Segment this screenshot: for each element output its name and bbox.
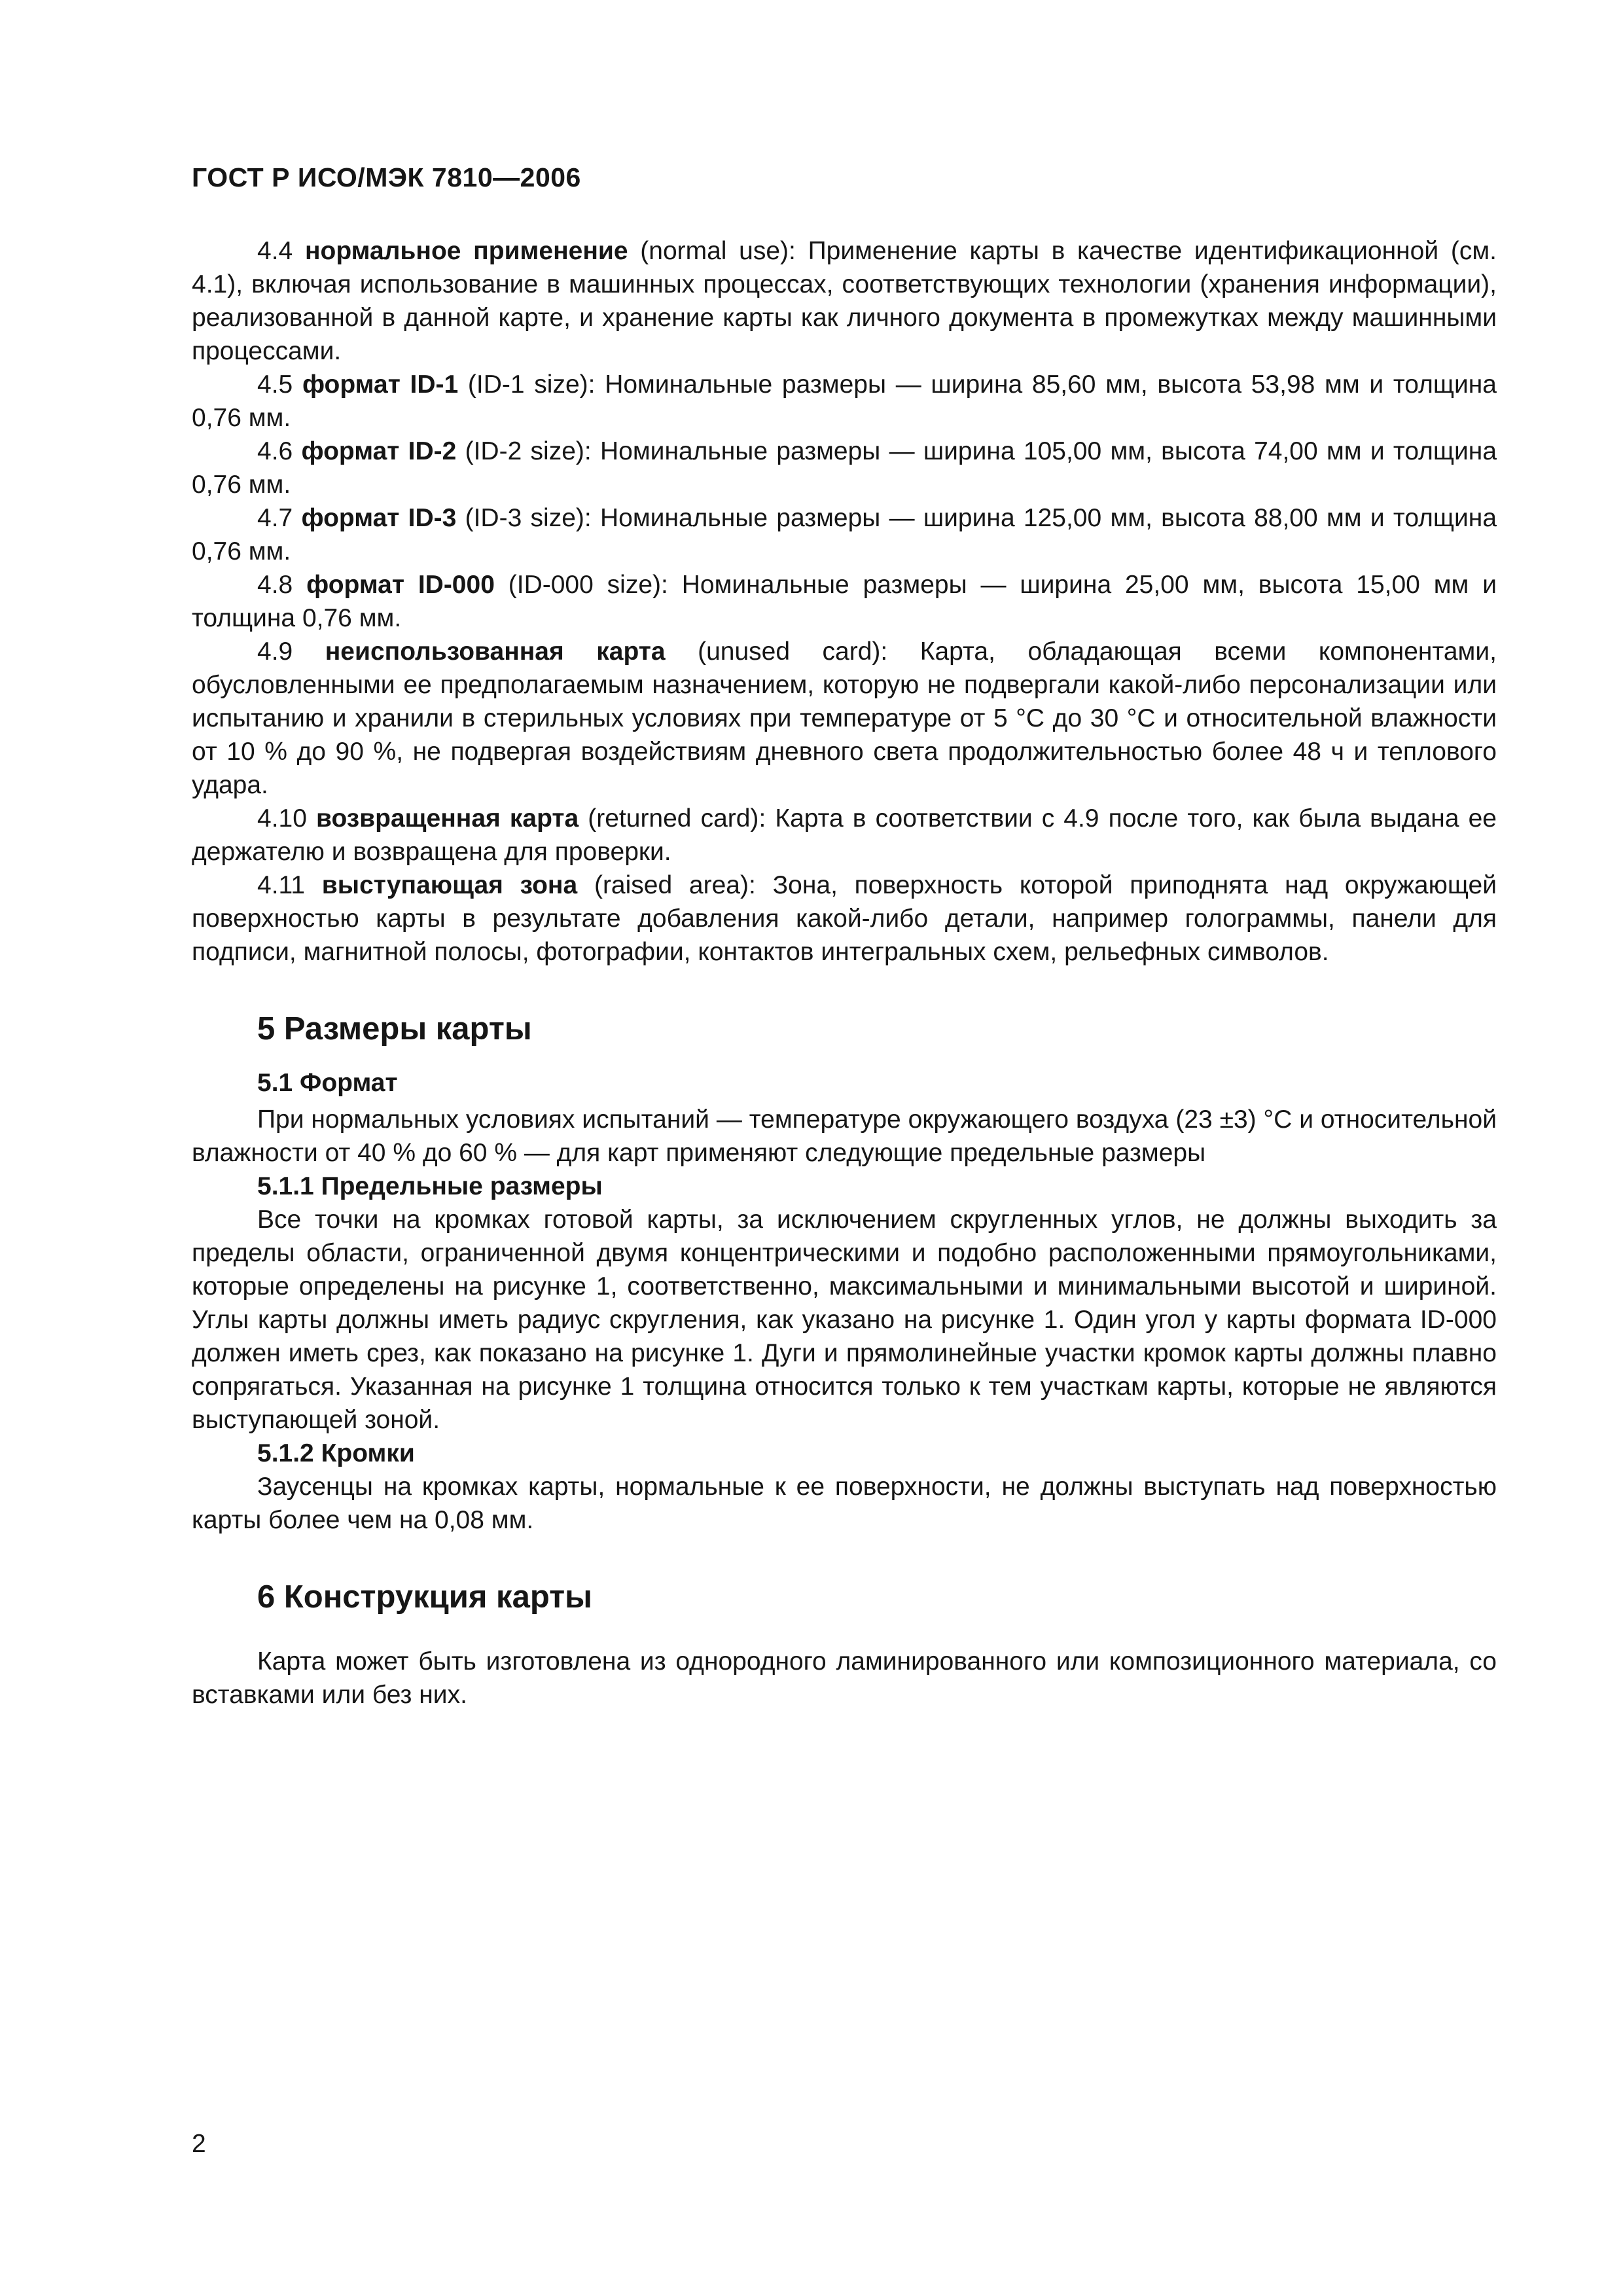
subsection-5-1-text: При нормальных условиях испытаний — температуре окружающего воздуха (23 ±3) °С и относительной влажности от 40 % до 60 % — для карт применяют следующие предельные размеры: [192, 1105, 1497, 1167]
term-4-9: [192, 635, 1497, 802]
term-name: формат ID-2: [301, 437, 457, 465]
term-number: 4.9: [257, 637, 293, 666]
term-english: (ID-3 size): [465, 504, 584, 532]
term-4-6: [192, 435, 1497, 501]
subsection-5-1-1-heading: 5.1.1 Предельные размеры: [257, 1172, 603, 1200]
subsection-5-1-2-text: Заусенцы на кромках карты, нормальные к ее поверхности, не должны выступать над поверхностью карты более чем на 0,08 мм.: [192, 1473, 1497, 1534]
term-english: (unused card): [698, 637, 881, 666]
term-number: 4.11: [257, 871, 306, 899]
term-definition: : Применение карты в качестве идентификационной (см. 4.1), включая использование в машинных процессах, соответствующих технологии (хранения информации), реализованной в данной карте, и хранение карты как личного документа в промежутках между машинными процессами.: [192, 237, 1497, 365]
term-english: (raised area): [594, 871, 749, 899]
term-english: (normal use): [640, 237, 789, 265]
term-name: выступающая зона: [321, 871, 578, 899]
term-english: (ID-2 size): [465, 437, 584, 465]
term-4-5: [192, 368, 1497, 435]
term-name: возвращенная карта: [315, 804, 579, 833]
section-6-text: Карта может быть изготовлена из однородного ламинированного или композиционного материала, со вставками или без них.: [192, 1647, 1497, 1709]
term-number: 4.5: [257, 370, 293, 399]
term-definition: : Зона, поверхность которой приподнята над окружающей поверхностью карты в результате добавления какой-либо детали, например голограммы, панели для подписи, магнитной полосы, фотографии, контактов интегральных схем, рельефных символов.: [192, 871, 1497, 966]
section-6-heading: 6 Конструкция карты: [257, 1579, 592, 1615]
page-number: 2: [192, 2130, 206, 2158]
subsection-5-1-1-text: Все точки на кромках готовой карты, за исключением скругленных углов, не должны выходить за пределы области, ограниченной двумя концентрическими и подобно расположенными прямоугольниками, которые определены на рисунке 1, соответственно, максимальными и минимальными высотой и шириной. Углы карты должны иметь радиус скругления, как указано на рисунке 1. Один угол у карты формата ID-000 должен иметь срез, как показано на рисунке 1. Дуги и прямолинейные участки кромок карты должны плавно сопрягаться. Указанная на рисунке 1 толщина относится только к тем участкам карты, которые не являются выступающей зоной.: [192, 1206, 1497, 1434]
term-4-10: [192, 802, 1497, 869]
term-english: (ID-000 size): [508, 571, 662, 599]
term-4-4: [192, 234, 1497, 368]
term-4-8: [192, 568, 1497, 635]
term-number: 4.4: [257, 237, 293, 265]
term-name: неиспользованная карта: [325, 637, 666, 666]
term-english: (ID-1 size): [467, 370, 588, 399]
term-english: (returned card): [588, 804, 759, 833]
term-number: 4.10: [257, 804, 307, 833]
section-5-heading: 5 Размеры карты: [257, 1011, 532, 1047]
term-definition: : Номинальные размеры — ширина 105,00 мм, высота 74,00 мм и толщина 0,76 мм.: [192, 437, 1497, 499]
document-body: [192, 234, 1497, 1712]
term-name: формат ID-000: [306, 571, 495, 599]
term-4-7: [192, 501, 1497, 568]
term-definition: : Карта в соответствии с 4.9 после того, как была выдана ее держателю и возвращена для проверки.: [192, 804, 1497, 866]
term-definition: : Номинальные размеры — ширина 85,60 мм, высота 53,98 мм и толщина 0,76 мм.: [192, 370, 1497, 432]
term-definition: : Карта, обладающая всеми компонентами, обусловленными ее предполагаемым назначением, которую не подвергали какой-либо персонализации или испытанию и хранили в стерильных условиях при температуре от 5 °С до 30 °С и относительной влажности от 10 % до 90 %, не подвергая воздействиям дневного света продолжительностью более 48 ч и теплового удара.: [192, 637, 1497, 799]
subsection-5-1-2-heading: 5.1.2 Кромки: [257, 1439, 415, 1467]
term-name: формат ID-1: [302, 370, 459, 399]
term-definition: : Номинальные размеры — ширина 125,00 мм, высота 88,00 мм и толщина 0,76 мм.: [192, 504, 1497, 565]
term-number: 4.7: [257, 504, 293, 532]
term-number: 4.6: [257, 437, 293, 465]
term-4-11: [192, 869, 1497, 969]
term-definition: : Номинальные размеры — ширина 25,00 мм, высота 15,00 мм и толщина 0,76 мм.: [192, 571, 1497, 632]
page-header: ГОСТ Р ИСО/МЭК 7810—2006: [192, 162, 581, 192]
term-name: формат ID-3: [301, 504, 457, 532]
term-name: нормальное применение: [304, 237, 628, 265]
term-number: 4.8: [257, 571, 293, 599]
section-spacer: [192, 1617, 1497, 1645]
subsection-5-1-heading: 5.1 Формат: [257, 1069, 398, 1097]
